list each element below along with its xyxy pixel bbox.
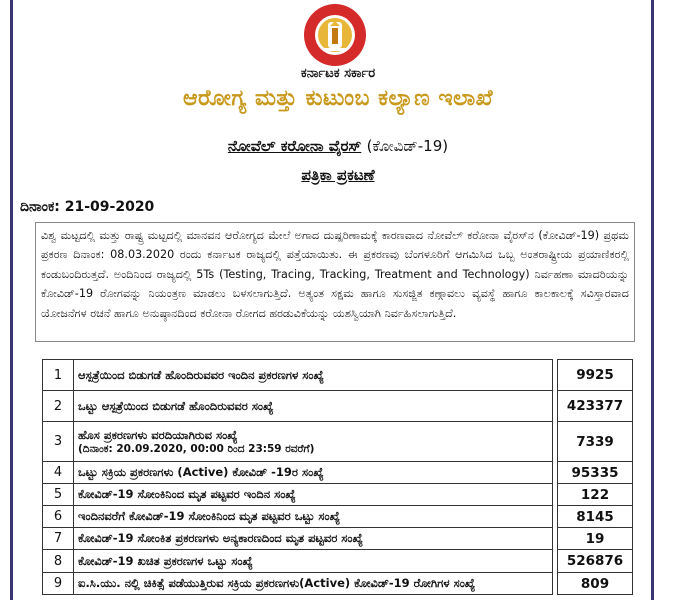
row-label: ಆಸ್ಪತ್ರೆಯಿಂದ ಬಿಡುಗಡೆ ಹೊಂದಿರುವವರ ಇಂದಿನ ಪ್ರಕರಣಗಳ ಸಂಖ್ಯೆ	[74, 360, 553, 391]
karnataka-emblem-icon	[298, 2, 372, 68]
row-value: 8145	[558, 506, 633, 528]
row-value: 7339	[558, 422, 633, 462]
row-label: ಕೋವಿಡ್-19 ಸೋಂಕಿನಿಂದ ಮೃತ ಪಟ್ಟವರ ಇಂದಿನ ಸಂಖ್ಯೆ	[74, 484, 553, 506]
row-number: 6	[43, 506, 74, 528]
press-release-heading: ಪತ್ರಿಕಾ ಪ್ರಕಟಣೆ	[301, 166, 375, 184]
date-line	[20, 199, 154, 215]
government-line: ಕರ್ನಾಟಕ ಸರ್ಕಾರ	[300, 66, 376, 81]
department-title: ಆರೋಗ್ಯ ಮತ್ತು ಕುಟುಂಬ ಕಲ್ಯಾಣ ಇಲಾಖೆ	[182, 86, 494, 111]
subject-line	[0, 137, 676, 155]
table-row	[43, 360, 633, 391]
row-label-multiline	[74, 422, 553, 462]
table-row	[43, 391, 633, 422]
row-number: 2	[43, 391, 74, 422]
row-label: ಕೋವಿಡ್-19 ಖಚಿತ ಪ್ರಕರಣಗಳ ಒಟ್ಟು ಸಂಖ್ಯೆ	[74, 550, 553, 573]
row-label: ಹೊಸ ಪ್ರಕರಣಗಳು ವರದಿಯಾಗಿರುವ ಸಂಖ್ಯೆ	[78, 427, 238, 442]
row-label: ಇಂದಿನವರೆಗೆ ಕೋವಿಡ್-19 ಸೋಂಕಿನಿಂದ ಮೃತ ಪಟ್ಟವರ ಒಟ್ಟು ಸಂಖ್ಯೆ	[74, 506, 553, 528]
table-row	[43, 573, 633, 595]
row-value: 19	[558, 528, 633, 550]
subject-main: ನೋವೆಲ್ ಕರೋನಾ ವೈರಸ್	[227, 137, 362, 155]
row-number: 7	[43, 528, 74, 550]
table-row	[43, 484, 633, 506]
row-number: 1	[43, 360, 74, 391]
subject-paren: (ಕೋವಿಡ್-19)	[366, 137, 449, 155]
row-value: 526876	[558, 550, 633, 573]
row-label: ಒಟ್ಟು ಸಕ್ರಿಯ ಪ್ರಕರಣಗಳು (Active) ಕೋವಿಡ್ -19ರ ಸಂಖ್ಯೆ	[74, 462, 553, 484]
row-number: 5	[43, 484, 74, 506]
row-value: 423377	[558, 391, 633, 422]
table-row	[43, 422, 633, 462]
row-number: 3	[43, 422, 74, 462]
table-row	[43, 550, 633, 573]
intro-paragraph: ವಿಶ್ವ ಮಟ್ಟದಲ್ಲಿ ಮತ್ತು ರಾಷ್ಟ್ರ ಮಟ್ಟದಲ್ಲಿ ಮಾನವನ ಆರೋಗ್ಯದ ಮೇಲೆ ಅಗಾದ ದುಷ್ಪರಿಣಾಮಕ್ಕೆ ಕಾರಣವಾದ ನೋವೆಲ್ ಕರೋನಾ ವೈರಸ್‌ನ (ಕೋವಿಡ್-19) ಪ್ರಥಮ ಪ್ರಕರಣ ದಿನಾಂಕ: 08.03.2020 ರಂದು ಕರ್ನಾಟಕ ರಾಜ್ಯದಲ್ಲಿ ಪತ್ತೆಯಾಯಿತು. ಈ ಪ್ರಕರಣವು ಬೆಂಗಳೂರಿಗೆ ಆಗಮಿಸಿದ ಒಬ್ಬ ಅಂತರಾಷ್ಟ್ರೀಯ ಪ್ರಯಾಣಿಕರಲ್ಲಿ ಕಂಡುಬಂದಿರುತ್ತದೆ. ಅಂದಿನಿಂದ ರಾಜ್ಯದಲ್ಲಿ 5Ts (Testing, Tracing, Tracking, Treatment and Technology) ನಿರ್ವಹಣಾ ಮಾದರಿಯನ್ನು ಕೋವಿಡ್-19 ರೋಗವನ್ನು ನಿಯಂತ್ರಣ ಮಾಡಲು ಬಳಸಲಾಗುತ್ತಿದೆ. ಅತ್ಯಂತ ಸಕ್ಷಮ ಹಾಗೂ ಸುಸಜ್ಜಿತ ಕಣ್ಗಾವಲು ವ್ಯವಸ್ಥೆ ಹಾಗೂ ಕಾಲಕಾಲಕ್ಕೆ ಸವಿಸ್ತಾರವಾದ ಯೋಜನೆಗಳ ರಚನೆ ಹಾಗೂ ಅನುಷ್ಠಾನದಿಂದ ಕರೋನಾ ರೋಗದ ಹರಡುವಿಕೆಯನ್ನು ಯಶಸ್ವಿಯಾಗಿ ನಿರ್ವಹಿಸಲಾಗುತ್ತಿದೆ.	[35, 222, 635, 342]
row-label: ಕೋವಿಡ್-19 ಸೋಂಕಿತ ಪ್ರಕರಣಗಳು ಅನ್ಯಕಾರಣದಿಂದ ಮೃತ ಪಟ್ಟವರ ಸಂಖ್ಯೆ	[74, 528, 553, 550]
row-number: 8	[43, 550, 74, 573]
date-value: 21-09-2020	[64, 199, 155, 215]
date-label: ದಿನಾಂಕ:	[20, 199, 60, 215]
row-number: 9	[43, 573, 74, 595]
table-row	[43, 528, 633, 550]
row-value: 809	[558, 573, 633, 595]
row-value: 95335	[558, 462, 633, 484]
row-value: 9925	[558, 360, 633, 391]
row-number: 4	[43, 462, 74, 484]
stats-table	[42, 359, 633, 595]
row-sublabel: (ದಿನಾಂಕ: 20.09.2020, 00:00 ರಿಂದ 23:59 ರವರೆಗೆ)	[78, 442, 315, 455]
row-label: ಒಟ್ಟು ಆಸ್ಪತ್ರೆಯಿಂದ ಬಿಡುಗಡೆ ಹೊಂದಿರುವವರ ಸಂಖ್ಯೆ	[74, 391, 553, 422]
row-label: ಐ.ಸಿ.ಯು. ನಲ್ಲಿ ಚಿಕಿತ್ಸೆ ಪಡೆಯುತ್ತಿರುವ ಸಕ್ರಿಯ ಪ್ರಕರಣಗಳು(Active) ಕೋವಿಡ್-19 ರೋಗಿಗಳ ಸಂಖ್ಯೆ	[74, 573, 553, 595]
table-row	[43, 506, 633, 528]
table-row	[43, 462, 633, 484]
row-value: 122	[558, 484, 633, 506]
